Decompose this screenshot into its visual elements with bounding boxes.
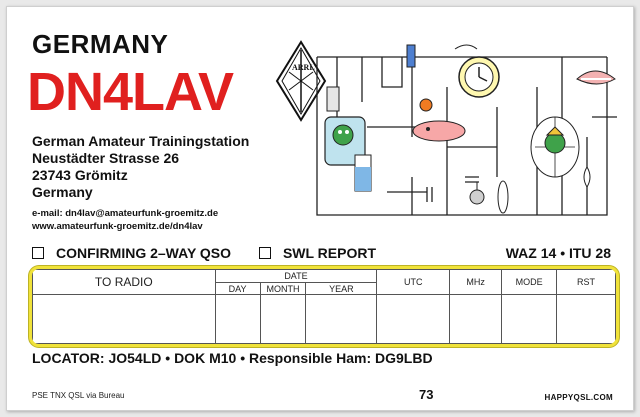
country-heading: GERMANY: [32, 29, 169, 59]
logo-letter-a: ARRL: [292, 63, 315, 72]
brand-label: HAPPYQSL.COM: [544, 393, 613, 402]
address-block: [32, 133, 249, 201]
address-line-1: German Amateur Trainingstation: [32, 133, 250, 149]
rst-cell[interactable]: [557, 295, 616, 344]
utc-cell[interactable]: [377, 295, 450, 344]
qso-entry-row: [33, 295, 616, 344]
cartoon-figures-icon: [325, 45, 615, 213]
swl-label: SWL REPORT: [282, 245, 377, 261]
rst-header: RST: [557, 270, 616, 295]
year-cell[interactable]: [306, 295, 377, 344]
to-radio-header: TO RADIO: [33, 270, 216, 295]
swl-report-option[interactable]: [259, 245, 388, 261]
callsign: DN4LAV: [27, 62, 234, 122]
schematic-illustration: [307, 27, 625, 232]
qsl-card: [6, 6, 634, 411]
website-line: www.amateurfunk-groemitz.de/dn4lav: [32, 221, 203, 232]
qso-table-frame: [29, 266, 619, 347]
month-header: MONTH: [260, 283, 306, 295]
date-header: DATE: [215, 270, 377, 283]
mhz-header: MHz: [450, 270, 502, 295]
mode-header: MODE: [502, 270, 557, 295]
to-radio-cell[interactable]: [33, 295, 216, 344]
mode-cell[interactable]: [502, 295, 557, 344]
confirming-label: CONFIRMING 2–WAY QSO: [56, 245, 232, 261]
checkbox-row: [32, 245, 400, 261]
mhz-cell[interactable]: [450, 295, 502, 344]
locator-line: LOCATOR: JO54LD • DOK M10 • Responsible Ham: DG9LBD: [32, 350, 433, 366]
contact-block: [32, 207, 218, 233]
confirming-qso-option[interactable]: [32, 245, 243, 261]
zones-label: WAZ 14 • ITU 28: [505, 245, 611, 261]
month-cell[interactable]: [260, 295, 306, 344]
day-cell[interactable]: [215, 295, 260, 344]
email-line: e-mail: dn4lav@amateurfunk-groemitz.de: [32, 208, 219, 219]
day-header: DAY: [215, 283, 260, 295]
greeting-73: 73: [419, 387, 434, 402]
confirming-checkbox[interactable]: [32, 247, 44, 259]
swl-checkbox[interactable]: [259, 247, 271, 259]
bureau-note: PSE TNX QSL via Bureau: [32, 391, 125, 400]
address-line-4: Germany: [32, 184, 93, 200]
qso-table: [32, 269, 616, 344]
utc-header: UTC: [377, 270, 450, 295]
year-header: YEAR: [306, 283, 377, 295]
address-line-2: Neustädter Strasse 26: [32, 150, 180, 166]
address-line-3: 23743 Grömitz: [32, 167, 128, 183]
